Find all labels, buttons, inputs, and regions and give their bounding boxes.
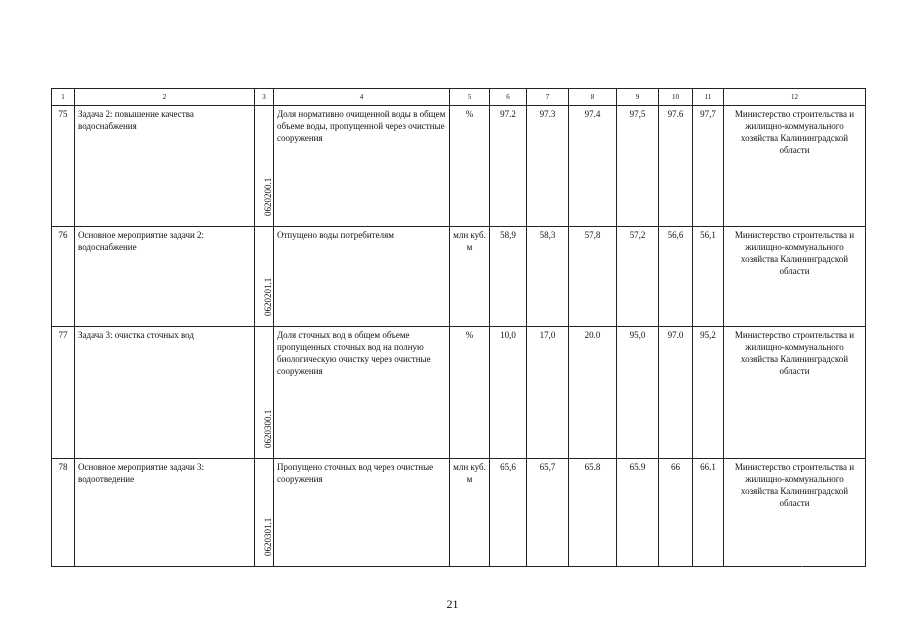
indicator-name: Пропущено сточных вод через очистные сооружения: [274, 459, 450, 567]
value: 97.3: [527, 106, 569, 227]
column-header: 8: [569, 89, 617, 106]
unit: млн куб. м: [450, 227, 490, 327]
indicator-name: Доля сточных вод в общем объеме пропущенных сточных вод на полную биологическую очистку через очистные сооружения: [274, 327, 450, 459]
value: 97,5: [617, 106, 659, 227]
code-cell: [255, 459, 274, 567]
responsible: Министерство строительства и жилищно-коммунального хозяйства Калининградской области: [724, 227, 866, 327]
code-cell: [255, 106, 274, 227]
indicator-name: Доля нормативно очищенной воды в общем объеме воды, пропущенной через очистные сооружения: [274, 106, 450, 227]
value: 17,0: [527, 327, 569, 459]
value: 97.6: [659, 106, 693, 227]
value: 57,2: [617, 227, 659, 327]
responsible: Министерство строительства и жилищно-коммунального хозяйства Калининградской области: [724, 459, 866, 567]
value: 20.0: [569, 327, 617, 459]
code-text: 0620301.1: [263, 517, 273, 556]
value: 65,7: [527, 459, 569, 567]
column-header: 1: [52, 89, 75, 106]
indicators-table: [51, 88, 866, 567]
task-name: Основное мероприятие задачи 2: водоснабжение: [75, 227, 255, 327]
value: 97.2: [490, 106, 527, 227]
column-header: 6: [490, 89, 527, 106]
value: 58,3: [527, 227, 569, 327]
table-row: [52, 106, 866, 227]
task-name: Задача 2: повышение качества водоснабжения: [75, 106, 255, 227]
unit: %: [450, 327, 490, 459]
value: 97,7: [693, 106, 724, 227]
code-cell: [255, 227, 274, 327]
value: 65.9: [617, 459, 659, 567]
column-header: 2: [75, 89, 255, 106]
table-row: [52, 327, 866, 459]
value: 56,1: [693, 227, 724, 327]
value: 56,6: [659, 227, 693, 327]
table-row: [52, 459, 866, 567]
table-row: [52, 227, 866, 327]
scan-speck: [801, 566, 803, 567]
row-number: 75: [52, 106, 75, 227]
code-text: 0620201.1: [263, 277, 273, 316]
row-number: 78: [52, 459, 75, 567]
value: 97.4: [569, 106, 617, 227]
value: 65,6: [490, 459, 527, 567]
column-header: 4: [274, 89, 450, 106]
value: 95,0: [617, 327, 659, 459]
unit: %: [450, 106, 490, 227]
code-text: 0620200.1: [263, 177, 273, 216]
column-header: 9: [617, 89, 659, 106]
column-header: 5: [450, 89, 490, 106]
value: 66.1: [693, 459, 724, 567]
row-number: 76: [52, 227, 75, 327]
header-row: [52, 89, 866, 106]
column-header: 7: [527, 89, 569, 106]
column-header: 3: [255, 89, 274, 106]
value: 66: [659, 459, 693, 567]
row-number: 77: [52, 327, 75, 459]
unit: млн куб. м: [450, 459, 490, 567]
code-text: 0620300.1: [263, 409, 273, 448]
column-header: 12: [724, 89, 866, 106]
value: 58,9: [490, 227, 527, 327]
value: 10,0: [490, 327, 527, 459]
value: 65.8: [569, 459, 617, 567]
task-name: Задача 3: очистка сточных вод: [75, 327, 255, 459]
value: 97.0: [659, 327, 693, 459]
responsible: Министерство строительства и жилищно-коммунального хозяйства Калининградской области: [724, 106, 866, 227]
column-header: 10: [659, 89, 693, 106]
value: 95,2: [693, 327, 724, 459]
responsible: Министерство строительства и жилищно-коммунального хозяйства Калининградской области: [724, 327, 866, 459]
page-number: 21: [446, 597, 459, 611]
task-name: Основное мероприятие задачи 3: водоотведение: [75, 459, 255, 567]
code-cell: [255, 327, 274, 459]
indicator-name: Отпущено воды потребителям: [274, 227, 450, 327]
value: 57,8: [569, 227, 617, 327]
column-header: 11: [693, 89, 724, 106]
